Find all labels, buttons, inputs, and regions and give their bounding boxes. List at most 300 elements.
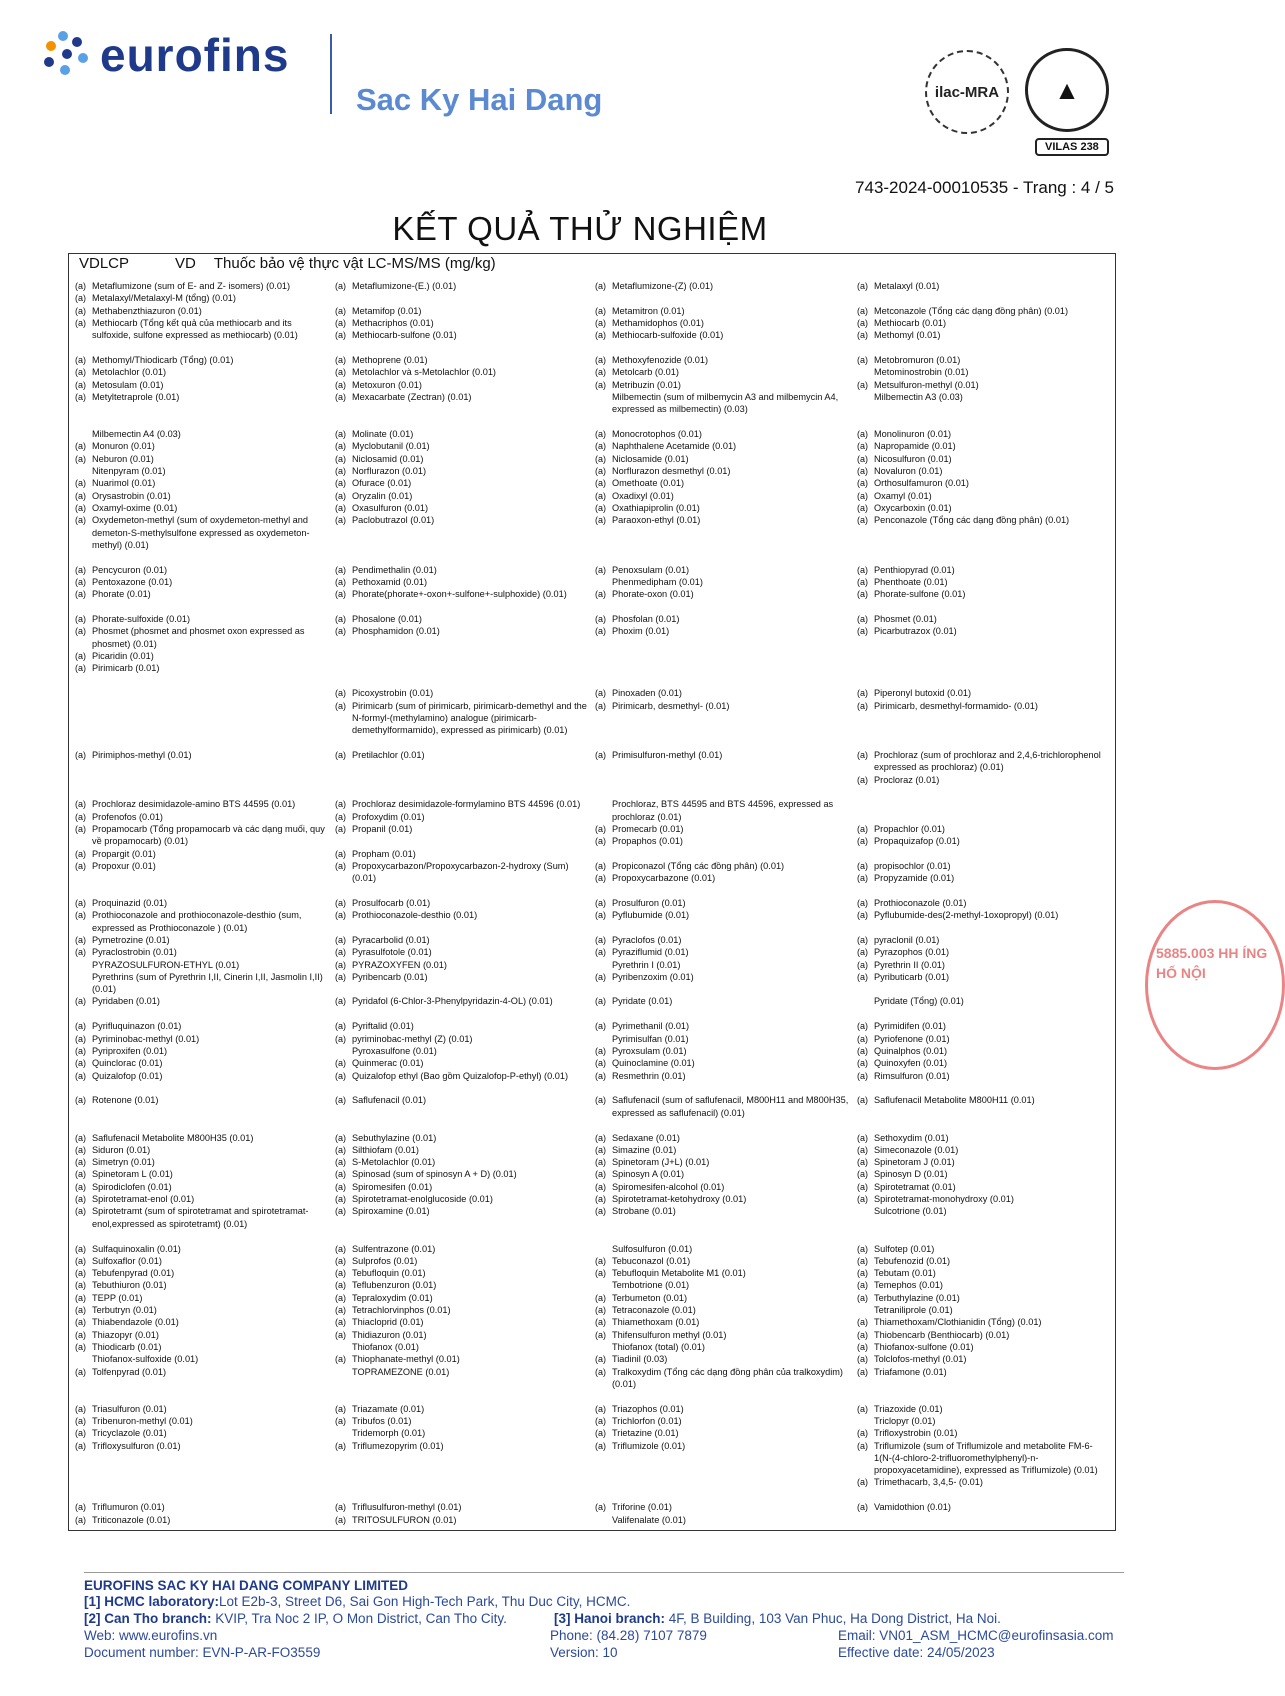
analyte-name: Pencycuron (0.01) bbox=[92, 564, 168, 575]
analyte-name: TOPRAMEZONE (0.01) bbox=[352, 1366, 450, 1377]
accreditation-mark: (a) bbox=[75, 651, 86, 662]
accreditation-mark: (a) bbox=[75, 453, 86, 464]
analyte-item bbox=[595, 1501, 851, 1513]
analyte-item bbox=[75, 811, 329, 823]
accreditation-mark: (a) bbox=[75, 947, 86, 958]
accreditation-mark: (a) bbox=[75, 1317, 86, 1328]
results-cell bbox=[595, 1020, 857, 1081]
results-row bbox=[75, 354, 1109, 415]
accreditation-mark: (a) bbox=[75, 317, 86, 328]
analyte-name: Metosulam (0.01) bbox=[92, 379, 164, 390]
accreditation-mark: (a) bbox=[75, 391, 86, 402]
accreditation-mark: (a) bbox=[595, 466, 606, 477]
accreditation-mark: (a) bbox=[595, 317, 606, 328]
accreditation-mark bbox=[595, 798, 612, 823]
analyte-name: Saflufenacil (sum of saflufenacil, M800H11 and M800H35, expressed as saflufenacil) (0.01) bbox=[612, 1095, 849, 1118]
analyte-item bbox=[857, 502, 1105, 514]
analyte-name: Pyroxsulam (0.01) bbox=[612, 1045, 687, 1056]
accreditation-mark: (a) bbox=[857, 1033, 868, 1044]
analyte-name: Picaridin (0.01) bbox=[92, 651, 154, 662]
accreditation-mark: (a) bbox=[595, 490, 606, 501]
analyte-name: Spirotetramat-ketohydroxy (0.01) bbox=[612, 1194, 747, 1205]
analyte-name: Trichlorfon (0.01) bbox=[612, 1415, 682, 1426]
analyte-name: Pyracarbolid (0.01) bbox=[352, 934, 430, 945]
analyte-item bbox=[335, 1144, 589, 1156]
accreditation-mark bbox=[595, 848, 612, 860]
accreditation-mark: (a) bbox=[595, 824, 606, 835]
accreditation-mark: (a) bbox=[857, 688, 868, 699]
analyte-name: Thiofanox (total) (0.01) bbox=[612, 1341, 705, 1352]
results-cell bbox=[857, 1020, 1111, 1081]
analyte-item bbox=[75, 1168, 329, 1180]
analyte-item bbox=[75, 564, 329, 576]
analyte-name: Oxycarboxin (0.01) bbox=[874, 502, 952, 513]
analyte-name: Pyroxasulfone (0.01) bbox=[352, 1045, 437, 1056]
analyte-item bbox=[857, 946, 1105, 958]
analyte-name: pyraclonil (0.01) bbox=[874, 934, 940, 945]
accreditation-mark: (a) bbox=[335, 1268, 346, 1279]
accreditation-mark: (a) bbox=[335, 1317, 346, 1328]
accreditation-mark: (a) bbox=[335, 947, 346, 958]
analyte-name: Neburon (0.01) bbox=[92, 453, 154, 464]
analyte-item bbox=[857, 959, 1105, 971]
analyte-name: Triafamone (0.01) bbox=[874, 1366, 947, 1377]
analyte-name: Propyzamide (0.01) bbox=[874, 873, 955, 884]
accreditation-mark: (a) bbox=[595, 1070, 606, 1081]
analyte-name: Spinetoram L (0.01) bbox=[92, 1169, 173, 1180]
analyte-name: Phorate (0.01) bbox=[92, 589, 151, 600]
accreditation-mark: (a) bbox=[857, 1095, 868, 1106]
analyte-name: Trifloxystrobin (0.01) bbox=[874, 1428, 958, 1439]
analyte-item bbox=[857, 366, 1105, 378]
accreditation-mark bbox=[857, 798, 874, 810]
analyte-item bbox=[857, 1415, 1105, 1427]
analyte-name bbox=[352, 983, 355, 995]
analyte-name: Tribufos (0.01) bbox=[352, 1415, 412, 1426]
accreditation-mark: (a) bbox=[335, 959, 346, 970]
analyte-item bbox=[857, 280, 1105, 292]
analyte-name: Orysastrobin (0.01) bbox=[92, 490, 171, 501]
analyte-name: Phosphamidon (0.01) bbox=[352, 626, 440, 637]
analyte-item bbox=[595, 379, 851, 391]
analyte-name: propisochlor (0.01) bbox=[874, 860, 951, 871]
analyte-item bbox=[857, 983, 1105, 995]
accreditation-mark: (a) bbox=[335, 700, 346, 711]
analyte-name: Methabenzthiazuron (0.01) bbox=[92, 305, 202, 316]
accreditation-mark: (a) bbox=[595, 1440, 606, 1451]
results-cell bbox=[595, 613, 857, 674]
analyte-name: Pentoxazone (0.01) bbox=[92, 576, 173, 587]
analyte-name: Propaquizafop (0.01) bbox=[874, 836, 960, 847]
ilac-seal: ilac-MRA bbox=[925, 50, 1009, 134]
analyte-name: Penoxsulam (0.01) bbox=[612, 564, 690, 575]
analyte-name: Tricyclazole (0.01) bbox=[92, 1428, 167, 1439]
analyte-name: Molinate (0.01) bbox=[352, 429, 414, 440]
analyte-item bbox=[75, 1403, 329, 1415]
analyte-item bbox=[595, 1033, 851, 1045]
analyte-item bbox=[857, 1020, 1105, 1032]
analyte-item bbox=[75, 650, 329, 662]
accreditation-mark: (a) bbox=[595, 1095, 606, 1106]
analyte-item bbox=[857, 1329, 1105, 1341]
accreditation-mark: (a) bbox=[335, 996, 346, 1007]
accreditation-mark: (a) bbox=[595, 1045, 606, 1056]
analyte-name: Prothioconazole and prothioconazole-desthio (sum, expressed as Prothioconazole ) (0.01) bbox=[92, 910, 302, 933]
results-cell bbox=[595, 687, 857, 736]
accreditation-mark: (a) bbox=[335, 576, 346, 587]
analyte-item bbox=[335, 1168, 589, 1180]
analyte-item bbox=[75, 860, 329, 872]
accreditation-mark: (a) bbox=[857, 1440, 868, 1451]
results-cell bbox=[75, 897, 335, 1008]
analyte-item bbox=[75, 1501, 329, 1513]
analyte-name: Oxamyl (0.01) bbox=[874, 490, 932, 501]
accreditation-mark: (a) bbox=[335, 589, 346, 600]
analyte-item bbox=[335, 959, 589, 971]
analyte-item bbox=[595, 909, 851, 921]
boa-seal: ▲ bbox=[1025, 48, 1109, 132]
analyte-name: Trifloxysulfuron (0.01) bbox=[92, 1440, 181, 1451]
analyte-item bbox=[857, 1501, 1105, 1513]
results-cell bbox=[595, 354, 857, 415]
analyte-item bbox=[595, 860, 851, 872]
analyte-item bbox=[595, 465, 851, 477]
accreditation-mark: (a) bbox=[75, 1403, 86, 1414]
accreditation-mark: (a) bbox=[857, 515, 868, 526]
analyte-name: Propachlor (0.01) bbox=[874, 824, 945, 835]
analyte-item bbox=[75, 1316, 329, 1328]
analyte-item bbox=[75, 366, 329, 378]
accreditation-mark: (a) bbox=[335, 1305, 346, 1316]
eurofins-logo bbox=[40, 28, 289, 82]
accreditation-mark: (a) bbox=[335, 515, 346, 526]
analyte-name: Metolachlor (0.01) bbox=[92, 367, 167, 378]
accreditation-mark: (a) bbox=[75, 1428, 86, 1439]
analyte-name: Sulfotep (0.01) bbox=[874, 1243, 935, 1254]
results-cell bbox=[75, 1132, 335, 1230]
analyte-item bbox=[75, 1255, 329, 1267]
analyte-name: Sulprofos (0.01) bbox=[352, 1255, 418, 1266]
accreditation-mark: (a) bbox=[595, 502, 606, 513]
analyte-item bbox=[75, 280, 329, 292]
analyte-name: Tetraconazole (0.01) bbox=[612, 1305, 696, 1316]
analyte-item bbox=[75, 1193, 329, 1205]
accreditation-mark: (a) bbox=[857, 1341, 868, 1352]
hanoi-label: [3] Hanoi branch: bbox=[554, 1611, 666, 1626]
analyte-name: Triazophos (0.01) bbox=[612, 1403, 684, 1414]
analyte-name: Myclobutanil (0.01) bbox=[352, 441, 430, 452]
analyte-name: Pyraclofos (0.01) bbox=[612, 934, 682, 945]
analyte-item bbox=[335, 1415, 589, 1427]
analyte-item bbox=[335, 317, 589, 329]
analyte-name: Prochloraz, BTS 44595 and BTS 44596, expressed as prochloraz (0.01) bbox=[612, 799, 834, 822]
accreditation-mark: (a) bbox=[857, 1280, 868, 1291]
analyte-item bbox=[75, 934, 329, 946]
accreditation-mark: (a) bbox=[595, 1181, 606, 1192]
accreditation-mark: (a) bbox=[75, 293, 86, 304]
analyte-name: Picoxystrobin (0.01) bbox=[352, 688, 434, 699]
header-vdlcp: VDLCP bbox=[79, 255, 130, 272]
analyte-item bbox=[857, 897, 1105, 909]
analyte-name: Thiabendazole (0.01) bbox=[92, 1317, 179, 1328]
footer-company: EUROFINS SAC KY HAI DANG COMPANY LIMITED bbox=[84, 1578, 409, 1593]
accreditation-mark bbox=[75, 959, 92, 971]
analyte-name: Metoxuron (0.01) bbox=[352, 379, 422, 390]
analyte-item bbox=[335, 440, 589, 452]
header-vd: VD bbox=[175, 255, 196, 272]
accreditation-mark bbox=[595, 292, 612, 304]
accreditation-mark: (a) bbox=[335, 1292, 346, 1303]
accreditation-mark: (a) bbox=[857, 1144, 868, 1155]
analyte-name: Phorate-sulfoxide (0.01) bbox=[92, 614, 191, 625]
analyte-item bbox=[857, 823, 1105, 835]
analyte-name: Thiophanate-methyl (0.01) bbox=[352, 1354, 460, 1365]
analyte-item bbox=[335, 329, 589, 341]
accreditation-mark bbox=[595, 1243, 612, 1255]
analyte-name: Pyrimethanil (0.01) bbox=[612, 1021, 690, 1032]
accreditation-mark: (a) bbox=[595, 1194, 606, 1205]
analyte-name: Penconazole (Tổng các dạng đồng phân) (0.01) bbox=[874, 515, 1070, 526]
accreditation-mark: (a) bbox=[857, 478, 868, 489]
analyte-name: Pyribenzoxim (0.01) bbox=[612, 971, 694, 982]
analyte-name: Triflumizole (sum of Triflumizole and metabolite FM-6- 1(N-(4-chloro-2-trifluoromethylphenyl)-n-propoxyacetamidine), expressed as Triflumizole) (0.01) bbox=[874, 1440, 1098, 1476]
accreditation-mark: (a) bbox=[335, 824, 346, 835]
analyte-name: Omethoate (0.01) bbox=[612, 478, 685, 489]
analyte-item bbox=[75, 453, 329, 465]
analyte-item bbox=[335, 1094, 589, 1106]
accreditation-mark: (a) bbox=[857, 429, 868, 440]
analyte-name: Trietazine (0.01) bbox=[612, 1428, 679, 1439]
document-number: 743-2024-00010535 - Trang : 4 / 5 bbox=[855, 178, 1114, 197]
analyte-item bbox=[75, 971, 329, 996]
analyte-item bbox=[857, 811, 1105, 823]
analyte-item bbox=[595, 502, 851, 514]
accreditation-mark: (a) bbox=[335, 305, 346, 316]
analyte-item bbox=[335, 1181, 589, 1193]
analyte-item bbox=[75, 1341, 329, 1353]
analyte-name: Tebufloquin (0.01) bbox=[352, 1268, 426, 1279]
analyte-name: Metribuzin (0.01) bbox=[612, 379, 681, 390]
accreditation-mark: (a) bbox=[75, 355, 86, 366]
analyte-item bbox=[335, 798, 589, 810]
analyte-name: Oxydemeton-methyl (sum of oxydemeton-methyl and demeton-S-methylsulfone expressed as oxydemeton-methyl) (0.01) bbox=[92, 515, 310, 550]
accreditation-mark: (a) bbox=[335, 799, 346, 810]
accreditation-mark: (a) bbox=[75, 1366, 86, 1377]
brand-name: eurofins bbox=[100, 29, 290, 81]
analyte-item bbox=[335, 1255, 589, 1267]
accreditation-mark: (a) bbox=[335, 355, 346, 366]
analyte-item bbox=[75, 440, 329, 452]
analyte-item bbox=[595, 1181, 851, 1193]
analyte-name: Sethoxydim (0.01) bbox=[874, 1132, 949, 1143]
accreditation-mark: (a) bbox=[75, 663, 86, 674]
analyte-name: Tetrachlorvinphos (0.01) bbox=[352, 1305, 451, 1316]
accreditation-mark: (a) bbox=[595, 1268, 606, 1279]
analyte-item bbox=[595, 897, 851, 909]
analyte-name bbox=[352, 292, 355, 304]
accreditation-mark: (a) bbox=[335, 1033, 346, 1044]
accreditation-mark bbox=[857, 983, 874, 995]
analyte-name: Saflufenacil Metabolite M800H11 (0.01) bbox=[874, 1095, 1035, 1106]
analyte-item bbox=[857, 1193, 1105, 1205]
analyte-name: Metalaxyl/Metalaxyl-M (tổng) (0.01) bbox=[92, 293, 236, 304]
accreditation-mark: (a) bbox=[335, 1194, 346, 1205]
accreditation-mark: (a) bbox=[857, 1169, 868, 1180]
accreditation-mark: (a) bbox=[75, 1305, 86, 1316]
accreditation-mark: (a) bbox=[857, 1132, 868, 1143]
analyte-item bbox=[595, 995, 851, 1007]
results-cell bbox=[857, 687, 1111, 736]
analyte-name: Spinosad (sum of spinosyn A + D) (0.01) bbox=[352, 1169, 517, 1180]
analyte-item bbox=[75, 1020, 329, 1032]
accreditation-mark: (a) bbox=[75, 305, 86, 316]
accreditation-mark: (a) bbox=[75, 1045, 86, 1056]
analyte-name: Phosfolan (0.01) bbox=[612, 614, 680, 625]
accreditation-mark: (a) bbox=[75, 1440, 86, 1451]
analyte-name bbox=[874, 922, 877, 934]
analyte-name: Quinclorac (0.01) bbox=[92, 1058, 163, 1069]
results-row bbox=[75, 564, 1109, 601]
analyte-item bbox=[595, 453, 851, 465]
accreditation-mark: (a) bbox=[75, 441, 86, 452]
analyte-name: Phenthoate (0.01) bbox=[874, 576, 948, 587]
cantho-label: [2] Can Tho branch: bbox=[84, 1611, 212, 1626]
analyte-name: Quinalphos (0.01) bbox=[874, 1045, 948, 1056]
accreditation-mark: (a) bbox=[75, 1329, 86, 1340]
accreditation-mark: (a) bbox=[595, 330, 606, 341]
analyte-item bbox=[335, 971, 589, 983]
analyte-item bbox=[75, 379, 329, 391]
footer-phone: Phone: (84.28) 7107 7879 bbox=[550, 1628, 707, 1643]
analyte-item bbox=[335, 280, 589, 292]
accreditation-mark: (a) bbox=[335, 391, 346, 402]
accreditation-mark: (a) bbox=[595, 564, 606, 575]
accreditation-mark: (a) bbox=[335, 1169, 346, 1180]
analyte-name: pyriminobac-methyl (Z) (0.01) bbox=[352, 1033, 473, 1044]
accreditation-mark: (a) bbox=[595, 898, 606, 909]
results-cell bbox=[857, 428, 1111, 551]
accreditation-mark: (a) bbox=[595, 1132, 606, 1143]
analyte-name: Pinoxaden (0.01) bbox=[612, 688, 682, 699]
accreditation-mark: (a) bbox=[335, 330, 346, 341]
accreditation-mark: (a) bbox=[75, 1144, 86, 1155]
analyte-item bbox=[75, 391, 329, 403]
analyte-name: Methomyl (0.01) bbox=[874, 330, 941, 341]
analyte-name: Saflufenacil Metabolite M800H35 (0.01) bbox=[92, 1132, 254, 1143]
accreditation-mark: (a) bbox=[857, 1194, 868, 1205]
analyte-item bbox=[75, 477, 329, 489]
analyte-name: Oryzalin (0.01) bbox=[352, 490, 413, 501]
analyte-item bbox=[75, 1057, 329, 1069]
accreditation-mark: (a) bbox=[857, 355, 868, 366]
accreditation-mark: (a) bbox=[75, 811, 86, 822]
analyte-name: Monolinuron (0.01) bbox=[874, 429, 952, 440]
results-cell bbox=[75, 1020, 335, 1081]
accreditation-mark: (a) bbox=[857, 1268, 868, 1279]
accreditation-mark: (a) bbox=[335, 1255, 346, 1266]
analyte-item bbox=[595, 588, 851, 600]
analyte-name: Penthiopyrad (0.01) bbox=[874, 564, 955, 575]
analyte-item bbox=[75, 823, 329, 848]
accreditation-mark bbox=[857, 1205, 874, 1217]
accreditation-mark: (a) bbox=[857, 1428, 868, 1439]
analyte-item bbox=[595, 329, 851, 341]
analyte-name: Silthiofam (0.01) bbox=[352, 1144, 419, 1155]
analyte-item bbox=[857, 1427, 1105, 1439]
analyte-name: Methacriphos (0.01) bbox=[352, 317, 434, 328]
accreditation-mark: (a) bbox=[857, 934, 868, 945]
accreditation-mark: (a) bbox=[595, 1502, 606, 1513]
accreditation-mark bbox=[595, 391, 612, 416]
analyte-name: Paraoxon-ethyl (0.01) bbox=[612, 515, 701, 526]
accreditation-mark: (a) bbox=[335, 626, 346, 637]
analyte-name: Triazoxide (0.01) bbox=[874, 1403, 943, 1414]
accreditation-mark bbox=[595, 576, 612, 588]
accreditation-mark: (a) bbox=[857, 1070, 868, 1081]
analyte-name: Thiazopyr (0.01) bbox=[92, 1329, 159, 1340]
accreditation-mark: (a) bbox=[857, 749, 868, 760]
analyte-name: Sebuthylazine (0.01) bbox=[352, 1132, 437, 1143]
analyte-name: Picarbutrazox (0.01) bbox=[874, 626, 957, 637]
accreditation-mark: (a) bbox=[857, 860, 868, 871]
accreditation-mark: (a) bbox=[857, 1157, 868, 1168]
analyte-name: Orthosulfamuron (0.01) bbox=[874, 478, 969, 489]
accreditation-mark: (a) bbox=[595, 429, 606, 440]
analyte-item bbox=[75, 588, 329, 600]
accreditation-mark: (a) bbox=[857, 971, 868, 982]
analyte-item bbox=[857, 860, 1105, 872]
analyte-item bbox=[595, 1279, 851, 1291]
accreditation-mark: (a) bbox=[595, 1206, 606, 1217]
accreditation-mark: (a) bbox=[75, 934, 86, 945]
accreditation-mark bbox=[75, 428, 92, 440]
accreditation-mark: (a) bbox=[857, 564, 868, 575]
analyte-name: Phosmet (0.01) bbox=[874, 614, 937, 625]
analyte-name bbox=[612, 983, 615, 995]
analyte-name: TRITOSULFURON (0.01) bbox=[352, 1514, 457, 1525]
results-cell bbox=[335, 354, 595, 415]
analyte-item bbox=[595, 1353, 851, 1365]
analyte-name bbox=[352, 922, 355, 934]
analyte-item bbox=[595, 1255, 851, 1267]
analyte-item bbox=[335, 1329, 589, 1341]
accreditation-mark: (a) bbox=[335, 441, 346, 452]
accreditation-mark: (a) bbox=[335, 1514, 346, 1525]
analyte-item bbox=[857, 1440, 1105, 1477]
analyte-item bbox=[857, 379, 1105, 391]
analyte-name: Spirotetramt (sum of spirotetramat and spirotetramat-enol,expressed as spirotetramt) (0.01) bbox=[92, 1206, 309, 1229]
analyte-name: Prochloraz (sum of prochloraz and 2,4,6-trichlorophenol expressed as prochloraz) (0.01) bbox=[874, 749, 1101, 773]
analyte-item bbox=[75, 1132, 329, 1144]
analyte-name: Metolcarb (0.01) bbox=[612, 367, 679, 378]
analyte-name: Quinoxyfen (0.01) bbox=[874, 1058, 948, 1069]
accreditation-mark: (a) bbox=[595, 515, 606, 526]
analyte-name: Monuron (0.01) bbox=[92, 441, 155, 452]
analyte-item bbox=[335, 576, 589, 588]
vilas-badge: VILAS 238 bbox=[1035, 138, 1109, 156]
analyte-item bbox=[75, 317, 329, 342]
results-cell bbox=[75, 428, 335, 551]
analyte-name: Ofurace (0.01) bbox=[352, 478, 412, 489]
analyte-item bbox=[595, 872, 851, 884]
results-cell bbox=[857, 280, 1111, 341]
sub-brand: Sac Ky Hai Dang bbox=[356, 82, 603, 117]
analyte-name: Quinmerac (0.01) bbox=[352, 1058, 424, 1069]
analyte-item bbox=[75, 465, 329, 477]
analyte-item bbox=[335, 465, 589, 477]
analyte-item bbox=[335, 922, 589, 934]
accreditation-mark: (a) bbox=[75, 1169, 86, 1180]
